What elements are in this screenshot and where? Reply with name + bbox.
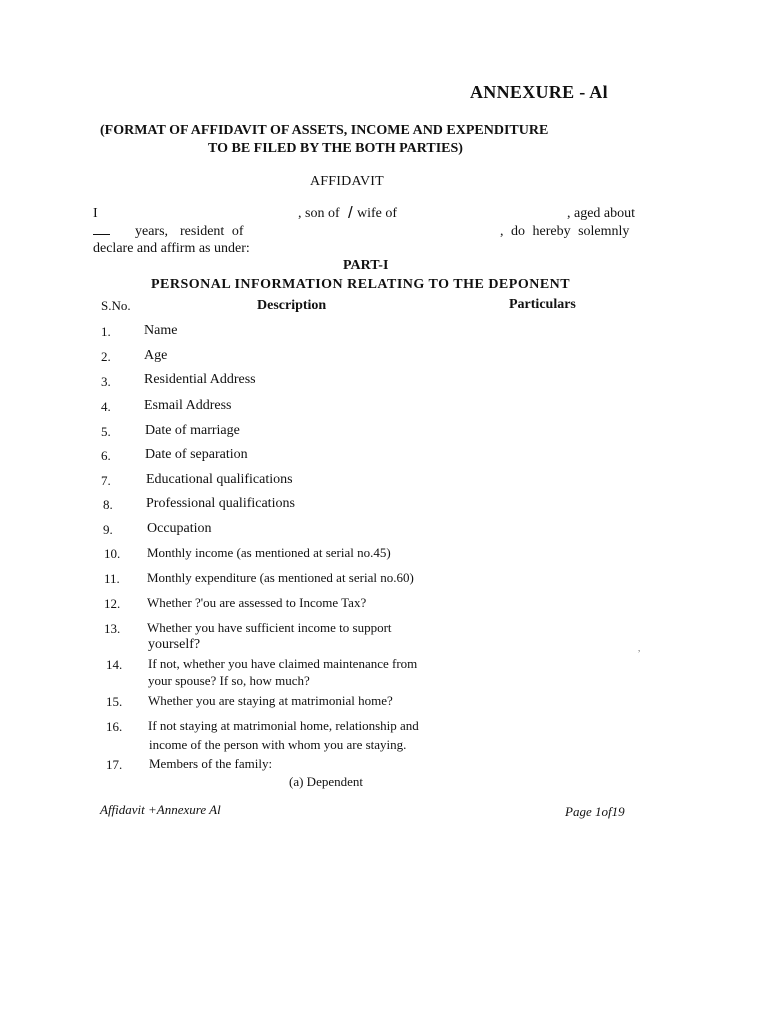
row-number: 11.	[104, 571, 120, 586]
intro-i: I	[93, 206, 98, 221]
row-number: 5.	[101, 424, 111, 439]
intro-do-hereby: , do hereby solemnly	[500, 224, 630, 239]
age-blank-line	[93, 234, 110, 235]
row-description: Whether ?'ou are assessed to Income Tax?	[147, 595, 367, 610]
intro-son-of: , son of	[298, 206, 340, 221]
row-number: 15.	[106, 694, 123, 709]
row-description: If not staying at matrimonial home, relationship and	[148, 718, 419, 733]
row-description: If not, whether you have claimed maintenance from	[148, 656, 418, 671]
column-sno: S.No.	[101, 298, 131, 313]
row-number: 3.	[101, 374, 111, 389]
row-description-cont: income of the person with whom you are staying.	[149, 737, 407, 752]
row-number: 2.	[101, 349, 111, 364]
intro-declare: declare and affirm as under:	[93, 241, 250, 256]
affidavit-heading: AFFIDAVIT	[310, 174, 384, 189]
row-description: Date of marriage	[145, 423, 240, 438]
row-description: Professional qualifications	[146, 496, 295, 511]
row-description: Educational qualifications	[146, 472, 293, 487]
row-number: 10.	[104, 546, 121, 561]
row-description: Name	[144, 323, 178, 338]
format-title-line1: (FORMAT OF AFFIDAVIT OF ASSETS, INCOME AND EXPENDITURE	[100, 123, 549, 138]
part-subtitle: PERSONAL INFORMATION RELATING TO THE DEPONENT	[151, 277, 571, 292]
intro-wife-of: wife of	[357, 206, 398, 221]
row-description: Members of the family:	[149, 756, 273, 771]
footer-left: Affidavit +Annexure Al	[100, 802, 221, 817]
row-description: Esmail Address	[144, 398, 232, 413]
row-number: 12.	[104, 596, 121, 611]
row-description-cont: your spouse? If so, how much?	[148, 673, 310, 688]
intro-aged-about: , aged about	[567, 206, 636, 221]
intro-slash: /	[348, 203, 353, 222]
row-description-cont: yourself?	[148, 637, 201, 652]
row-number: 6.	[101, 448, 111, 463]
row-description: Occupation	[147, 521, 212, 536]
annexure-title: ANNEXURE - Al	[470, 82, 608, 102]
row-number: 9.	[103, 522, 113, 537]
intro-years: years,	[135, 224, 169, 239]
row-description: Whether you have sufficient income to support	[147, 620, 392, 635]
column-description: Description	[257, 298, 327, 313]
row-number: 7.	[101, 473, 111, 488]
row-number: 14.	[106, 657, 123, 672]
row-number: 16.	[106, 719, 123, 734]
intro-resident-of: resident of	[180, 224, 244, 239]
row-number: 8.	[103, 497, 113, 512]
row-description: Monthly expenditure (as mentioned at serial no.60)	[147, 570, 414, 585]
sub-item-dependent: (a) Dependent	[289, 774, 363, 789]
format-title-line2: TO BE FILED BY THE BOTH PARTIES)	[208, 141, 463, 156]
row-description: Monthly income (as mentioned at serial no.45)	[147, 545, 391, 560]
stray-mark: ,	[638, 643, 641, 653]
row-number: 13.	[104, 621, 121, 636]
part-title: PART-I	[343, 258, 389, 273]
row-number: 4.	[101, 399, 111, 414]
row-description: Residential Address	[144, 372, 256, 387]
footer-page: Page 1of19	[565, 804, 625, 819]
row-description: Age	[144, 348, 168, 363]
row-number: 17.	[106, 757, 123, 772]
column-particulars: Particulars	[509, 297, 576, 312]
row-description: Whether you are staying at matrimonial home?	[148, 693, 393, 708]
row-description: Date of separation	[145, 447, 248, 462]
row-number: 1.	[101, 324, 111, 339]
